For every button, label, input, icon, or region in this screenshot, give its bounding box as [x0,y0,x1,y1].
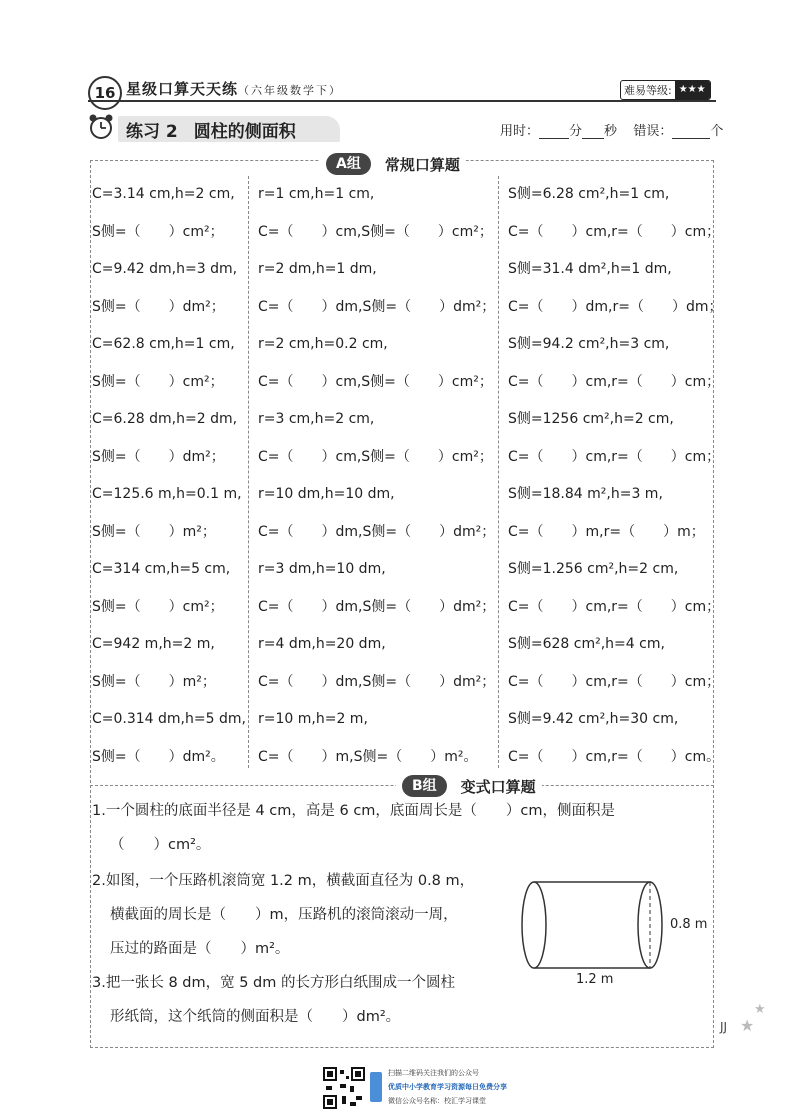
minutes-label: 分 [569,124,583,139]
exercise-cell: C=（ ）cm,r=（ ）cm； [508,448,721,465]
column-divider-1 [248,176,249,768]
question-3-line-1: 3.把一张长 8 dm，宽 5 dm 的长方形白纸围成一个圆柱 [92,975,455,991]
question-3-line-2: 形纸筒，这个纸筒的侧面积是（ ）dm²。 [110,1009,401,1025]
footer-line-1: 扫描二维码关注我们的公众号 [388,1069,479,1077]
exercise-cell: C=（ ）cm,S侧=（ ）cm²； [258,223,493,240]
book-title-main: 星级口算天天练 [126,80,239,98]
exercise-cell: r=10 m,h=2 m, [258,711,368,727]
exercise-cell: S侧=18.84 m²,h=3 m, [508,486,663,502]
exercise-cell: S侧=（ ）cm²； [92,598,224,615]
exercise-cell: S侧=1256 cm²,h=2 cm, [508,411,674,427]
lesson-title-bar [118,116,340,142]
errors-blank[interactable] [672,124,710,139]
exercise-cell: S侧=（ ）m²； [92,673,216,690]
logo-icon [370,1072,382,1102]
star-decoration-icon: ★ [740,1016,755,1035]
difficulty-stars: ★★★ [675,81,710,99]
exercise-cell: S侧=（ ）dm²； [92,298,225,315]
footer-line-2: 优质中小学教育学习资源每日免费分享 [388,1083,507,1091]
alarm-clock-icon [86,112,116,140]
footer-line-3: 微信公众号名称：校汇学习课堂 [388,1097,486,1105]
exercise-cell: S侧=（ ）dm²。 [92,748,225,765]
exercise-cell: S侧=1.256 cm²,h=2 cm, [508,561,679,577]
question-2-line-1: 2.如图，一个压路机滚筒宽 1.2 m，横截面直径为 0.8 m， [92,873,475,889]
exercise-cell: r=10 dm,h=10 dm, [258,486,395,502]
exercise-cell: C=62.8 cm,h=1 cm, [92,336,235,352]
column-divider-2 [498,176,499,768]
exercise-cell: C=125.6 m,h=0.1 m, [92,486,242,502]
star-decoration-icon: ★ [754,1002,766,1017]
exercise-cell: C=（ ）dm,r=（ ）dm； [508,298,723,315]
exercise-cell: C=0.314 dm,h=5 dm, [92,711,246,727]
question-2-line-2: 横截面的周长是（ ）m，压路机的滚筒滚动一周， [110,907,458,923]
exercise-cell: C=942 m,h=2 m, [92,636,215,652]
exercise-cell: C=（ ）dm,S侧=（ ）dm²； [258,598,496,615]
book-title [126,78,342,99]
exercise-cell: C=（ ）cm,r=（ ）cm； [508,223,721,240]
exercise-cell: C=（ ）cm,r=（ ）cm； [508,673,721,690]
exercise-cell: S侧=628 cm²,h=4 cm, [508,636,665,652]
question-1-line-2: （ ）cm²。 [110,837,211,853]
exercise-cell: r=2 dm,h=1 dm, [258,261,377,277]
qr-code-icon [322,1066,366,1110]
exercise-cell: C=（ ）dm,S侧=（ ）dm²； [258,523,496,540]
exercise-cell: C=（ ）cm,S侧=（ ）cm²； [258,373,493,390]
exercise-cell: r=3 dm,h=10 dm, [258,561,386,577]
cylinder-diameter-label: 0.8 m [670,917,708,932]
exercise-cell: S侧=（ ）dm²； [92,448,225,465]
question-2-line-3: 压过的路面是（ ）m²。 [110,941,290,957]
page-number: 16 [88,76,122,110]
exercise-cell: r=2 cm,h=0.2 cm, [258,336,388,352]
difficulty-badge [620,80,711,100]
exercise-cell: S侧=（ ）cm²； [92,373,224,390]
exercise-cell: C=（ ）cm,S侧=（ ）cm²； [258,448,493,465]
exercise-cell: S侧=（ ）m²； [92,523,216,540]
section-b-badge: B组 [402,775,447,797]
book-subtitle: （六年级数学下） [238,84,343,97]
timing-fields [500,120,723,139]
section-a-badge: A组 [326,153,371,175]
cylinder-width-label: 1.2 m [576,972,614,987]
exercise-cell: C=（ ）cm,r=（ ）cm； [508,598,721,615]
cylinder-figure [516,876,716,992]
exercise-cell: S侧=（ ）cm²； [92,223,224,240]
difficulty-label: 难易等级: [624,84,672,97]
exercise-cell: C=（ ）dm,S侧=（ ）dm²； [258,298,496,315]
exercise-cell: C=（ ）dm,S侧=（ ）dm²； [258,673,496,690]
exercise-cell: C=（ ）m,S侧=（ ）m²。 [258,748,478,765]
exercise-cell: C=6.28 dm,h=2 dm, [92,411,238,427]
lesson-title: 圆柱的侧面积 [193,121,296,142]
exercise-cell: S侧=9.42 cm²,h=30 cm, [508,711,679,727]
section-a-header [320,152,466,176]
exercise-cell: C=9.42 dm,h=3 dm, [92,261,238,277]
exercise-cell: C=（ ）cm,r=（ ）cm； [508,373,721,390]
errors-label: 错误： [633,124,673,139]
timing-label: 用时： [500,124,540,139]
exercise-cell: C=（ ）m,r=（ ）m； [508,523,705,540]
exercise-cell: S侧=31.4 dm²,h=1 dm, [508,261,672,277]
header-divider [88,100,716,102]
question-1-line-1: 1.一个圆柱的底面半径是 4 cm，高是 6 cm，底面周长是（ ）cm，侧面积是 [92,803,616,819]
exercise-cell: C=314 cm,h=5 cm, [92,561,231,577]
exercise-cell: r=3 cm,h=2 cm, [258,411,375,427]
seconds-blank[interactable] [582,124,604,139]
section-b-title: 变式口算题 [460,777,536,796]
exercise-cell: r=1 cm,h=1 cm, [258,186,375,202]
exercise-cell: C=3.14 cm,h=2 cm, [92,186,235,202]
section-a-title: 常规口算题 [384,155,460,174]
exercise-cell: C=（ ）cm,r=（ ）cm。 [508,748,721,765]
errors-unit: 个 [710,124,724,139]
exercise-cell: r=4 dm,h=20 dm, [258,636,386,652]
seconds-label: 秒 [604,124,618,139]
corner-mark: JJ [720,1020,728,1034]
exercise-cell: S侧=6.28 cm²,h=1 cm, [508,186,670,202]
section-b-header [396,774,542,798]
exercise-cell: S侧=94.2 cm²,h=3 cm, [508,336,670,352]
minutes-blank[interactable] [539,124,569,139]
lesson-number: 练习 2 [126,121,178,142]
